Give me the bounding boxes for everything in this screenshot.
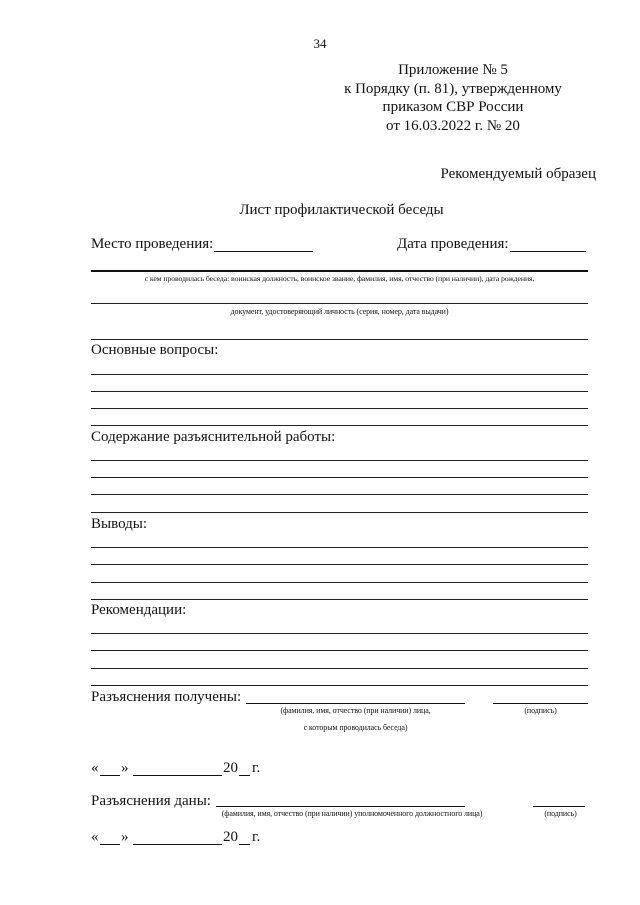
recommendations-line[interactable] [91, 650, 588, 651]
sample-label: Рекомендуемый образец [440, 166, 596, 182]
date-year-suffix: г. [252, 829, 261, 845]
date-year-prefix: 20 [223, 760, 238, 776]
given-signature-caption: (подпись) [544, 809, 577, 818]
date-year-field[interactable] [239, 775, 250, 776]
date-open-quote: « [91, 760, 99, 776]
received-name-field[interactable] [246, 703, 465, 704]
appendix-line-2: к Порядку (п. 81), утвержденному [344, 80, 562, 97]
date-year-suffix: г. [252, 760, 261, 776]
conclusions-line[interactable] [91, 599, 588, 600]
recommendations-line[interactable] [91, 668, 588, 669]
date-label: Дата проведения: [397, 236, 509, 252]
given-name-caption: (фамилия, имя, отчество (при наличии) уполномоченного должностного лица) [221, 809, 483, 818]
document-title: Лист профилактической беседы [239, 202, 444, 218]
date-day-field[interactable] [100, 775, 120, 776]
person-field[interactable] [91, 270, 588, 272]
date-close-quote: » [121, 760, 129, 776]
received-name-caption: (фамилия, имя, отчество (при наличии) лица, [280, 706, 431, 715]
received-name-caption-2: с которым проводилась беседа) [303, 723, 408, 732]
person-caption: с кем проводилась беседа: воинская должность, воинское звание, фамилия, имя, отчество (при наличии), дата рождения, [144, 274, 535, 283]
appendix-header [338, 61, 568, 135]
date-year-field[interactable] [239, 844, 250, 845]
conclusions-label: Выводы: [91, 516, 148, 532]
place-field[interactable] [214, 251, 313, 252]
given-label: Разъяснения даны: [91, 793, 211, 809]
document-field[interactable] [91, 303, 588, 304]
explanatory-work-line[interactable] [91, 494, 588, 495]
main-questions-line[interactable] [91, 408, 588, 409]
main-questions-label: Основные вопросы: [91, 342, 219, 358]
received-signature-field[interactable] [493, 703, 588, 704]
document-caption: документ, удостоверяющий личность (серия, номер, дата выдачи) [230, 307, 449, 316]
conclusions-line[interactable] [91, 582, 588, 583]
appendix-line-4: от 16.03.2022 г. № 20 [386, 117, 520, 134]
date-month-field[interactable] [133, 844, 222, 845]
explanatory-work-line[interactable] [91, 512, 588, 513]
recommendations-line[interactable] [91, 685, 588, 686]
main-questions-line[interactable] [91, 425, 588, 426]
date-month-field[interactable] [133, 775, 222, 776]
date-day-field[interactable] [100, 844, 120, 845]
recommendations-line[interactable] [91, 633, 588, 634]
given-name-field[interactable] [216, 806, 465, 807]
explanatory-work-label: Содержание разъяснительной работы: [91, 429, 336, 445]
date-year-prefix: 20 [223, 829, 238, 845]
date-close-quote: » [121, 829, 129, 845]
date-field[interactable] [510, 251, 586, 252]
conclusions-line[interactable] [91, 564, 588, 565]
main-questions-line[interactable] [91, 374, 588, 375]
received-signature-caption: (подпись) [524, 706, 557, 715]
explanatory-work-line[interactable] [91, 477, 588, 478]
conclusions-line[interactable] [91, 547, 588, 548]
explanatory-work-line[interactable] [91, 460, 588, 461]
given-signature-field[interactable] [533, 806, 585, 807]
date-open-quote: « [91, 829, 99, 845]
place-label: Место проведения: [91, 236, 214, 252]
appendix-line-3: приказом СВР России [382, 99, 524, 115]
page-number: 34 [313, 36, 327, 51]
recommendations-label: Рекомендации: [91, 602, 187, 618]
appendix-line-1: Приложение № 5 [398, 62, 508, 78]
received-label: Разъяснения получены: [91, 689, 242, 705]
extra-line[interactable] [91, 339, 588, 340]
main-questions-line[interactable] [91, 391, 588, 392]
